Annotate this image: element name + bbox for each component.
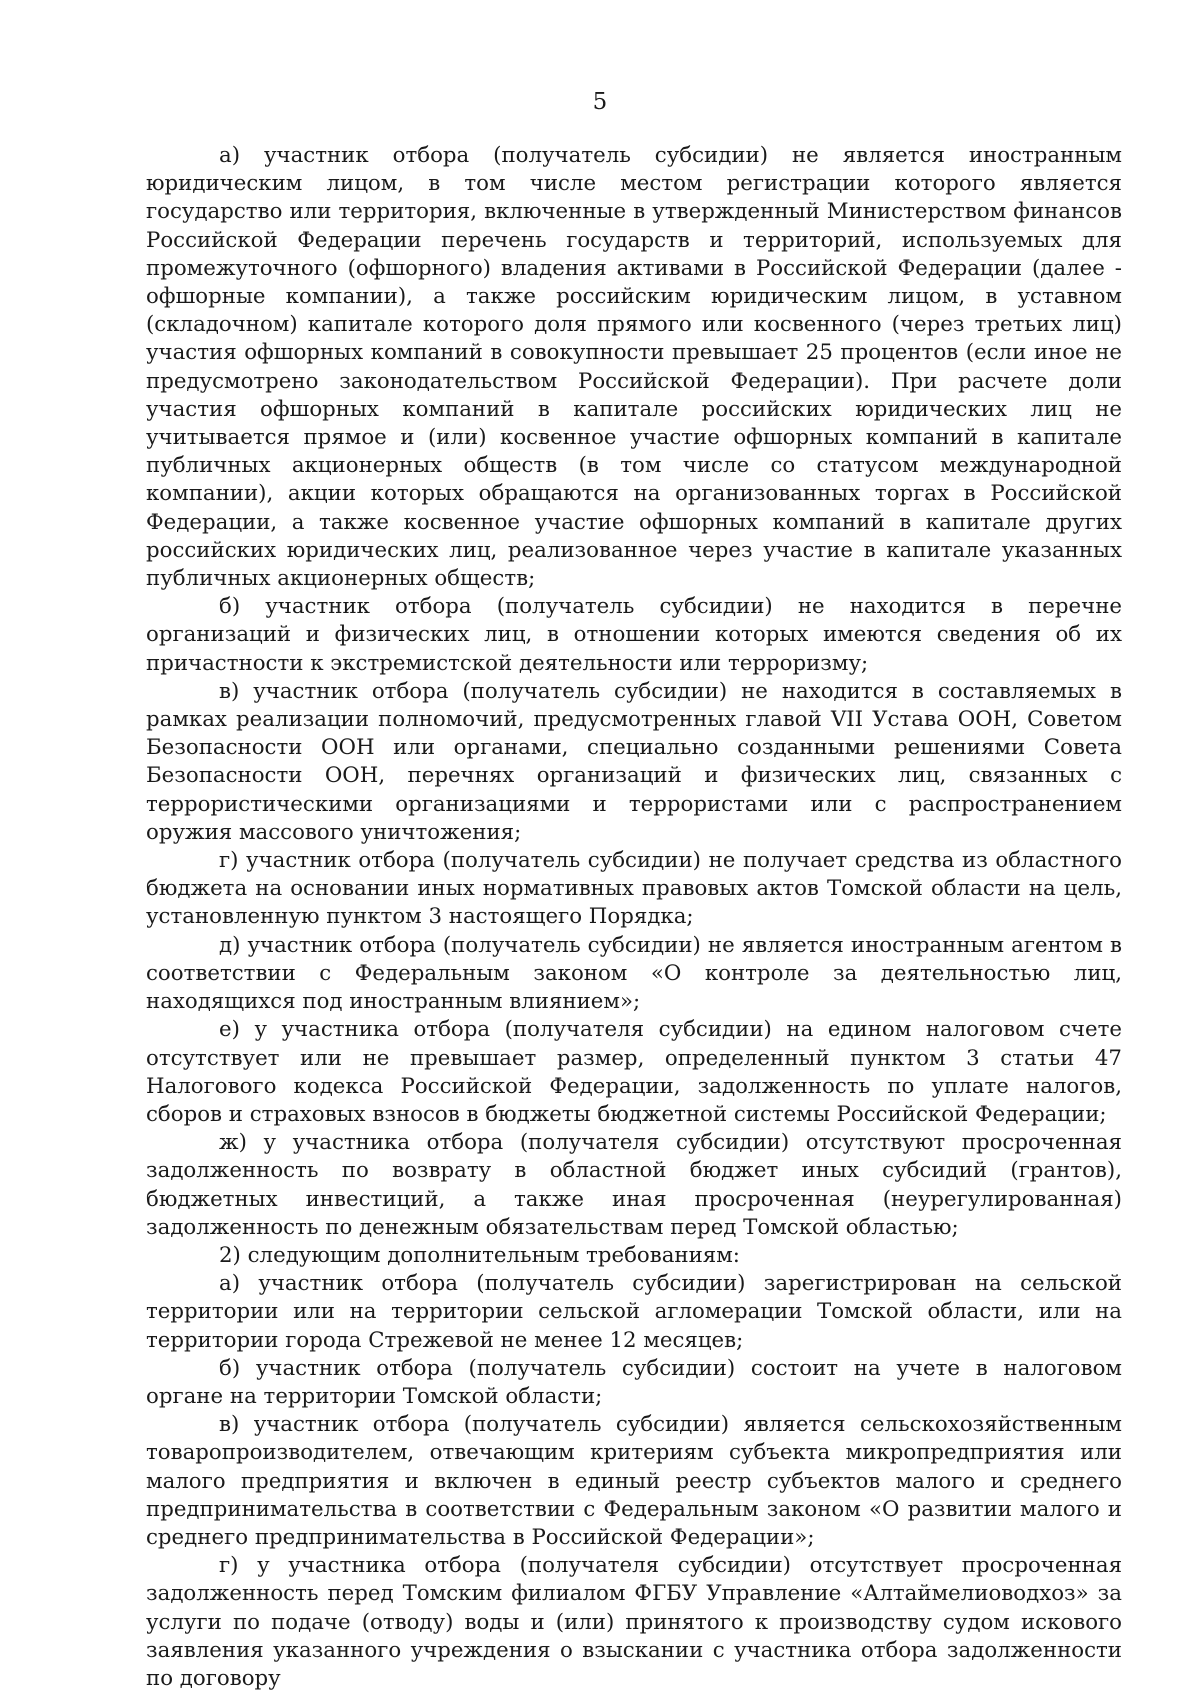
paragraph-2v-small-business: в) участник отбора (получатель субсидии) является сельскохозяйственным товаропроизводителем, отвечающим критериям субъекта микропредприятия или малого предприятия и включен в единый реестр субъектов малого и среднего предпринимательства в соответствии с Федеральным законом «О развитии малого и среднего предпринимательства в Российской Федерации»; — [146, 1412, 1122, 1550]
paragraph-v-un-lists: в) участник отбора (получатель субсидии) не находится в составляемых в рамках реализации полномочий, предусмотренных главой VII Устава ООН, Советом Безопасности ООН или органами, специально созданными решениями Совета Безопасности ООН, перечнях организаций и физических лиц, связанных с террористическими организациями и террористами или с распространением оружия массового уничтожения; — [146, 678, 1122, 845]
paragraph-zh-budget-debt: ж) у участника отбора (получателя субсидии) отсутствуют просроченная задолженность по возврату в областной бюджет иных субсидий (грантов), бюджетных инвестиций, а также иная просроченная (неурегулированная) задолженность по денежным обязательствам перед Томской областью; — [146, 1130, 1122, 1240]
paragraph-2-additional-requirements: 2) следующим дополнительным требованиям: — [219, 1242, 740, 1268]
paragraph-2g-water-debt: г) у участника отбора (получателя субсидии) отсутствует просроченная задолженность перед Томским филиалом ФГБУ Управление «Алтаймелиоводхоз» за услуги по подаче (отводу) воды и (или) принятого к производству судом искового заявления указанного учреждения о взыскании с участника отбора задолженности по договору — [146, 1553, 1122, 1691]
paragraph-g-other-funds: г) участник отбора (получатель субсидии) не получает средства из областного бюджета на основании иных нормативных правовых актов Томской области на цель, установленную пунктом 3 настоящего Порядка; — [146, 848, 1122, 930]
paragraph-b-extremism: б) участник отбора (получатель субсидии) не находится в перечне организаций и физических лиц, в отношении которых имеются сведения об их причастности к экстремистской деятельности или терроризму; — [146, 594, 1122, 676]
paragraph-d-foreign-agent: д) участник отбора (получатель субсидии) не является иностранным агентом в соответствии с Федеральным законом «О контроле за деятельностью лиц, находящихся под иностранным влиянием»; — [146, 932, 1122, 1015]
document-body — [146, 142, 1122, 1693]
paragraph-2b-tax-registration: б) участник отбора (получатель субсидии) состоит на учете в налоговом органе на территории Томской области; — [146, 1355, 1122, 1409]
paragraph-2a-registration: а) участник отбора (получатель субсидии) зарегистрирован на сельской территории или на территории сельской агломерации Томской области, или на территории города Стрежевой не менее 12 месяцев; — [146, 1271, 1122, 1353]
paragraph-a-offshore: а) участник отбора (получатель субсидии) не является иностранным юридическим лицом, в том числе местом регистрации которого является государство или территория, включенные в утвержденный Министерством финансов Российской Федерации перечень государств и территорий, используемых для промежуточного (офшорного) владения активами в Российской Федерации (далее - офшорные компании), а также российским юридическим лицом, в уставном (складочном) капитале которого доля прямого или косвенного (через третьих лиц) участия офшорных компаний в совокупности превышает 25 процентов (если иное не предусмотрено законодательством Российской Федерации). При расчете доли участия офшорных компаний в капитале российских юридических лиц не учитывается прямое и (или) косвенное участие офшорных компаний в капитале публичных акционерных обществ (в том числе со статусом международной компании), акции которых обращаются на организованных торгах в Российской Федерации, а также косвенное участие офшорных компаний в капитале других российских юридических лиц, реализованное через участие в капитале указанных публичных акционерных обществ; — [146, 143, 1122, 592]
paragraph-e-tax-debt: е) у участника отбора (получателя субсидии) на едином налоговом счете отсутствует или не превышает размер, определенный пунктом 3 статьи 47 Налогового кодекса Российской Федерации, задолженность по уплате налогов, сборов и страховых взносов в бюджеты бюджетной системы Российской Федерации; — [146, 1017, 1122, 1127]
page-number: 5 — [592, 89, 608, 115]
